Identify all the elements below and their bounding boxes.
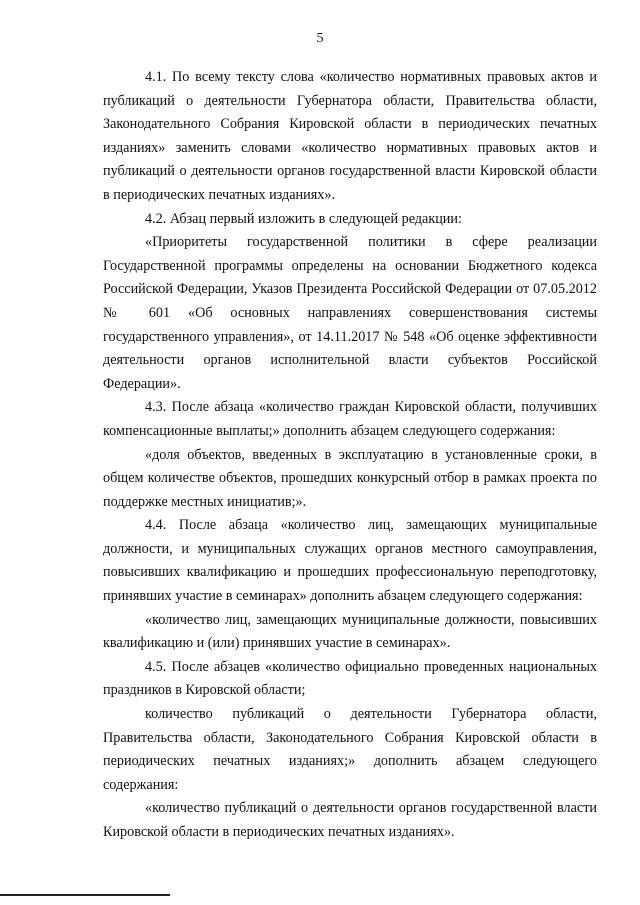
paragraph-4-2-quote: «Приоритеты государственной политики в сфере реализации Государственной программы определены на основании Бюджетного кодекса Российской Федерации, Указов Президента Российской Федерации от 07.05.2012 № 601 «Об основных направлениях совершенствования системы государственного управления», от 14.11.2017 № 548 «Об оценке эффективности деятельности органов исполнительной власти субъектов Российской Федерации». (103, 234, 597, 392)
paragraph-4-4: 4.4. После абзаца «количество лиц, замещающих муниципальные должности, и муниципальных служащих органов местного самоуправления, повысивших квалификацию и прошедших профессиональную переподготовку, принявших участие в семинарах» дополнить абзацем следующего содержания: (103, 517, 597, 605)
paragraph-4-2: 4.2. Абзац первый изложить в следующей редакции: (145, 210, 462, 227)
paragraph-4-3: 4.3. После абзаца «количество граждан Кировской области, получивших компенсационные выплаты;» дополнить абзацем следующего содержания: (103, 399, 597, 439)
footer-rule (0, 894, 170, 896)
paragraph-4-1: 4.1. По всему тексту слова «количество нормативных правовых актов и публикаций о деятельности Губернатора области, Правительства области, Законодательного Собрания Кировской области в периодических печатных изданиях» заменить словами «количество нормативных правовых актов и публикаций о деятельности органов государственной власти Кировской области в периодических печатных изданиях». (103, 69, 597, 203)
paragraph-4-5: 4.5. После абзацев «количество официально проведенных национальных праздников в Кировской области; (103, 658, 597, 699)
paragraph-4-4-quote: «количество лиц, замещающих муниципальные должности, повысивших квалификацию и (или) принявших участие в семинарах». (103, 611, 597, 652)
page-number: 5 (316, 31, 324, 46)
document-body (103, 66, 597, 845)
paragraph-4-5-quote: «количество публикаций о деятельности органов государственной власти Кировской области в периодических печатных изданиях». (103, 800, 597, 840)
paragraph-4-3-quote: «доля объектов, введенных в эксплуатацию в установленные сроки, в общем количестве объектов, прошедших конкурсный отбор в рамках проекта по поддержке местных инициатив;». (103, 446, 597, 510)
paragraph-4-5-cont: количество публикаций о деятельности Губернатора области, Правительства области, Законодательного Собрания Кировской области в периодических печатных изданиях;» дополнить абзацем следующего содержания: (103, 706, 597, 793)
